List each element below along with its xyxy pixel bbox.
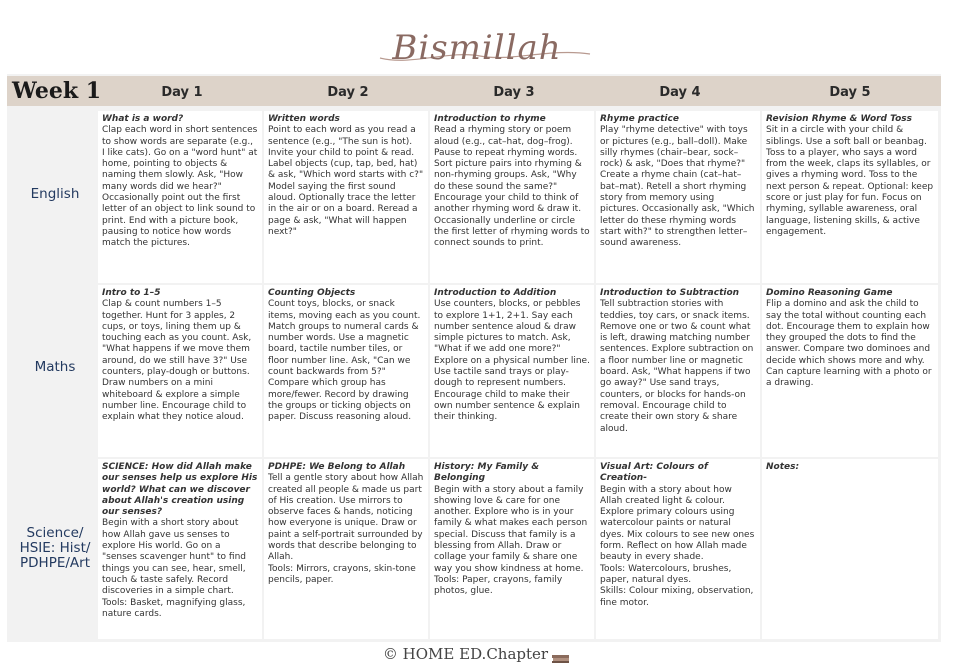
- footer-credit: [0, 645, 954, 663]
- cell-body: Begin with a story about how Allah created light & colour. Explore primary colours using watercolour paints or natural dyes. Mix colours to see new ones form. Reflect on how Allah made beauty in every shade. Tools: Watercolours, brushes, paper, natural dyes. Skills: Colour mixing, observation, fine motor.: [600, 484, 755, 608]
- cell-history-day3: [430, 459, 594, 639]
- cell-title: Revision Rhyme & Word Toss: [766, 114, 913, 124]
- cell-title: Introduction to Addition: [434, 288, 557, 298]
- cell-english-day4: [596, 111, 760, 283]
- day-3-header: Day 3: [493, 85, 535, 100]
- cell-maths-day4: [596, 285, 760, 457]
- cell-title: Introduction to rhyme: [434, 114, 546, 124]
- cell-title: What is a word?: [102, 114, 184, 124]
- cell-title: SCIENCE: How did Allah make our senses help us explore His world? What can we discover about Allah's creation using our senses?: [102, 462, 258, 518]
- cell-body: Tell subtraction stories with teddies, toy cars, or snack items. Remove one or two & count what is left, drawing matching number sentences. Explore subtraction on a floor number line or magnetic board. Ask, "What happens if two go away?" Use sand trays, counters, or blocks for hands-on removal. Encourage child to create their own story & share aloud.: [600, 299, 754, 434]
- subject-english: English: [30, 186, 80, 202]
- cell-title: Rhyme practice: [600, 114, 679, 124]
- cell-maths-day5: [762, 285, 938, 457]
- cell-body: Clap each word in short sentences to show words are separate (e.g., I like cats). Go on a "word hunt" at home, pointing to objects & naming them slowly. Ask, "How many words did we hear?" Occasionally point out the first letter of an object to link sound to print. End with a picture book, pausing to notice how words match the pictures.: [102, 125, 258, 249]
- cell-title: Written words: [268, 114, 340, 124]
- cell-maths-day1: [98, 285, 262, 457]
- cell-body: Begin with a short story about how Allah gave us senses to explore His world. Go on a "senses scavenger hunt" to find things you can see, hear, smell, touch & taste safely. Record discoveries in a simple chart. Tools: Basket, magnifying glass, nature cards.: [102, 518, 246, 619]
- cell-body: Clap & count numbers 1–5 together. Hunt for 3 apples, 2 cups, or toys, lining them up & touching each as you count. Ask, "What happens if we move them around, do we still have 3?" Use counters, play-dough or buttons. Draw numbers on a mini whiteboard & explore a simple number line. Encourage child to explain what they notice aloud.: [102, 299, 252, 423]
- day-2-header: Day 2: [327, 85, 369, 100]
- cell-english-day3: [430, 111, 594, 283]
- cell-title: Introduction to Subtraction: [600, 288, 740, 298]
- cell-science-day1: [98, 459, 262, 639]
- day-1-header: Day 1: [161, 85, 203, 100]
- cell-body: Point to each word as you read a sentence (e.g., "The sun is hot). Invite your child to point & read. Label objects (cup, tap, bed, hat) & ask, "Which word starts with c?" Model saying the first sound aloud. Optionally trace the letter in the air or on a board. Reread a page & ask, "What will happen next?": [268, 125, 424, 237]
- cell-title: History: My Family & Belonging: [434, 462, 540, 484]
- cell-body: Flip a domino and ask the child to say the total without counting each dot. Encourage them to explain how they grouped the dots to find the answer. Compare two dominoes and decide which shows more and why. Can capture learning with a photo or a drawing.: [766, 299, 932, 389]
- cell-notes-day5: [762, 459, 938, 639]
- cell-body: Play "rhyme detective" with toys or pictures (e.g., ball–doll). Make silly rhymes (chair–bear, sock–rock) & ask, "Does that rhyme?" Create a rhyme chain (cat–hat–bat–mat). Retell a short rhyming story from memory using pictures. Occasionally ask, "Which letter do these rhyming words start with?" to strengthen letter–sound awareness.: [600, 125, 755, 249]
- cell-english-day1: [98, 111, 262, 283]
- cell-body: Begin with a story about a family showing love & care for one another. Explore who is in your family & what makes each person special. Discuss that family is a blessing from Allah. Draw or collage your family & share one way you show kindness at home. Tools: Paper, crayons, family photos, glue.: [434, 484, 588, 597]
- cell-body: Use counters, blocks, or pebbles to explore 1+1, 2+1. Say each number sentence aloud & draw simple pictures to match. Ask, "What if we add one more?" Explore on a physical number line. Use tactile sand trays or play-dough to represent numbers. Encourage child to make their own number sentence & explain their thinking.: [434, 299, 590, 423]
- subject-science-hsie: Science/ HSIE: Hist/ PDHPE/Art: [19, 525, 91, 571]
- book-icon: [551, 650, 571, 661]
- cell-maths-day2: [264, 285, 428, 457]
- cell-english-day5: [762, 111, 938, 283]
- day-4-header: Day 4: [659, 85, 701, 100]
- cell-title: Counting Objects: [268, 288, 356, 298]
- subject-maths: Maths: [34, 359, 76, 375]
- cell-title: Domino Reasoning Game: [766, 288, 893, 298]
- footer-text: © HOME ED.Chapter: [382, 645, 549, 663]
- cell-title: Intro to 1–5: [102, 288, 161, 298]
- cell-title: PDHPE: We Belong to Allah: [268, 462, 406, 472]
- cell-pdhpe-day2: [264, 459, 428, 639]
- page-title: Bismillah: [392, 28, 562, 68]
- cell-body: Tell a gentle story about how Allah created all people & made us part of His creation. Use mirrors to observe faces & hands, noticing how everyone is unique. Draw or paint a self-portrait surrounded by words that describe belonging to Allah. Tools: Mirrors, crayons, skin-tone pencils, paper.: [268, 473, 424, 585]
- cell-english-day2: [264, 111, 428, 283]
- cell-body: Count toys, blocks, or snack items, moving each as you count. Match groups to numeral cards & number words. Use a magnetic board, tactile number tiles, or floor number line. Ask, "Can we count backwards from 5?" Compare which group has more/fewer. Record by drawing the groups or ticking objects on paper. Discuss reasoning aloud.: [268, 299, 421, 423]
- cell-body: Sit in a circle with your child & siblings. Use a soft ball or beanbag. Toss to a player, who says a word from the week, claps its syllables, or gives a rhyming word. Toss to the next person & repeat. Optional: keep score or just play for fun. Focus on rhyming, syllable awareness, oral language, listening skills, & active engagement.: [766, 125, 934, 237]
- cell-title: Notes:: [766, 462, 800, 472]
- cell-title: Visual Art: Colours of Creation-: [600, 462, 708, 484]
- cell-art-day4: [596, 459, 760, 639]
- day-5-header: Day 5: [829, 85, 871, 100]
- cell-maths-day3: [430, 285, 594, 457]
- week-label: Week 1: [12, 78, 102, 104]
- cell-body: Read a rhyming story or poem aloud (e.g., cat–hat, dog–frog). Pause to repeat rhyming words. Sort picture pairs into rhyming & non-rhyming groups. Ask, "Why do these sound the same?" Encourage your child to think of another rhyming word & draw it. Occasionally underline or circle the first letter of rhyming words to connect sounds to print.: [434, 125, 590, 249]
